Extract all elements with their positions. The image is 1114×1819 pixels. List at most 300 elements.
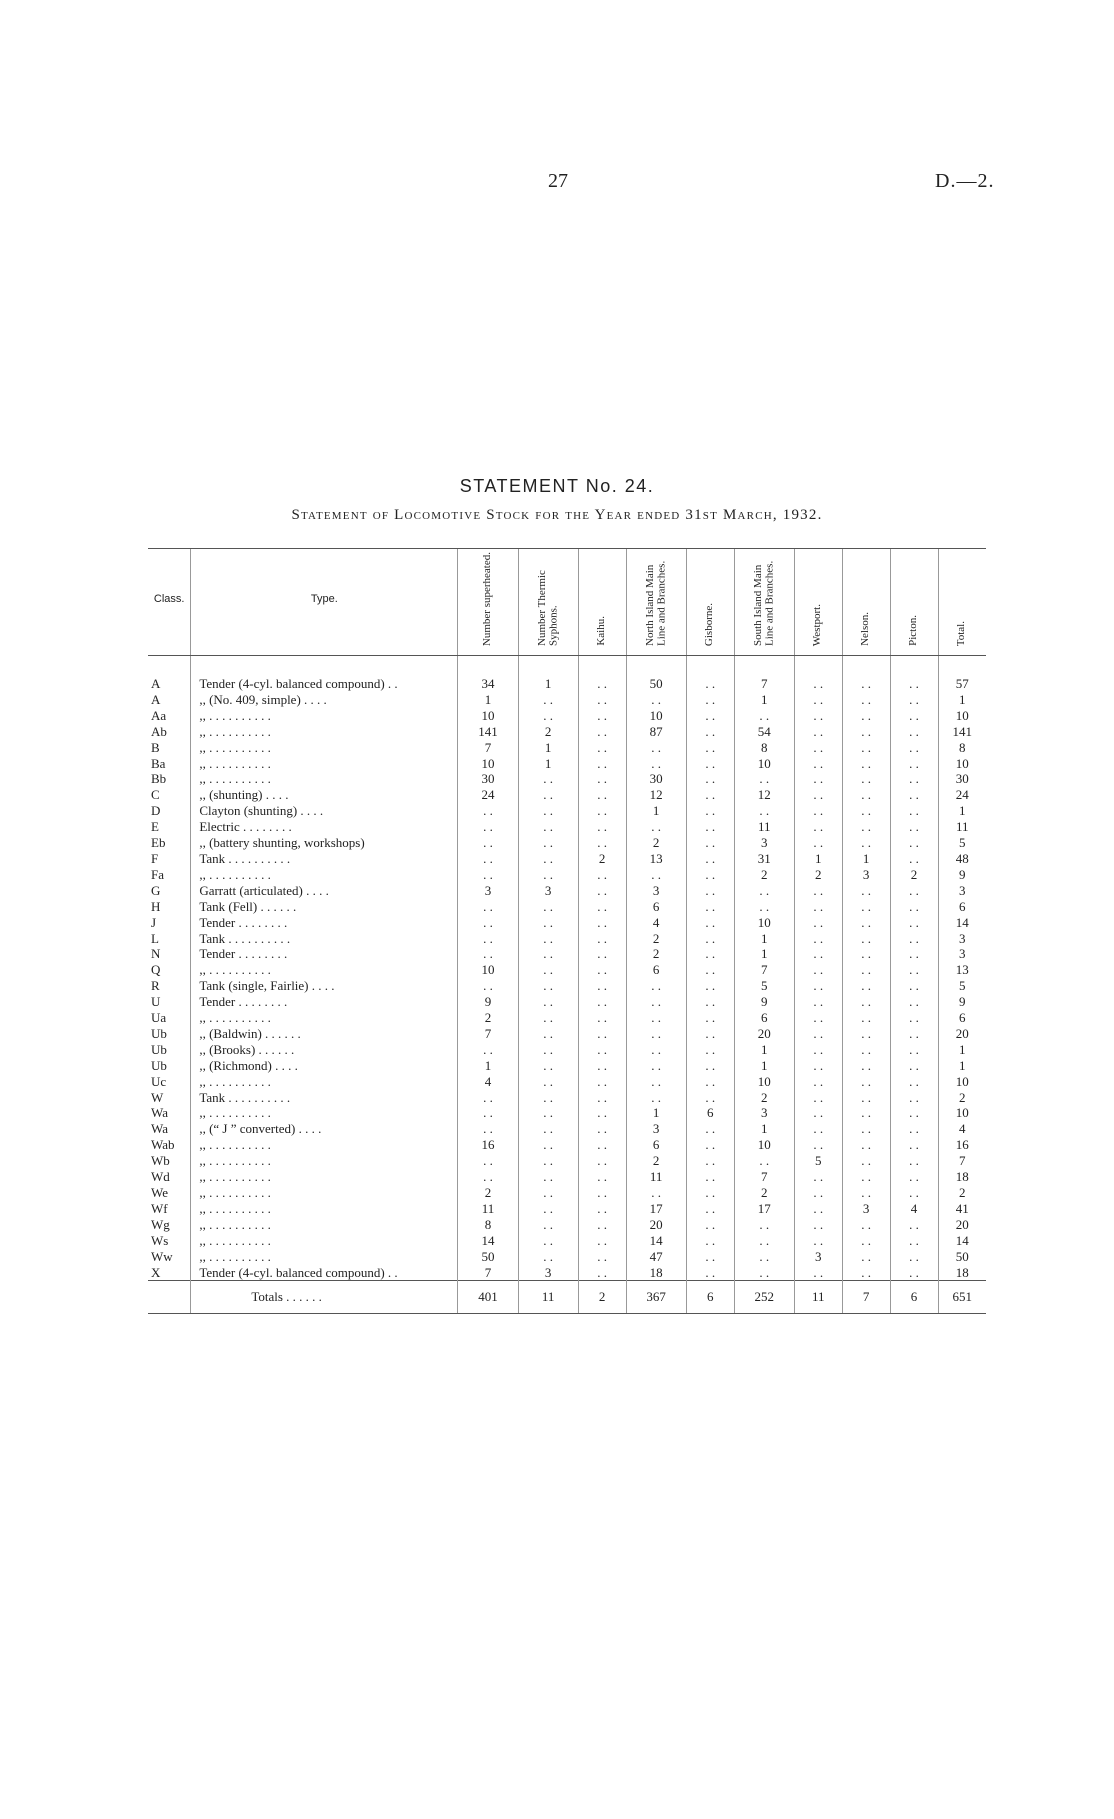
value-cell: . . xyxy=(518,1249,578,1265)
value-cell: . . xyxy=(578,656,626,692)
value-cell: . . xyxy=(686,867,734,883)
table-row xyxy=(148,803,986,819)
value-cell: . . xyxy=(458,851,518,867)
class-cell: Fa xyxy=(151,866,164,882)
value-cell: . . xyxy=(518,962,578,978)
value-cell: . . xyxy=(626,994,686,1010)
value-cell: . . xyxy=(458,899,518,915)
value-cell: . . xyxy=(686,1265,734,1281)
value-cell: . . xyxy=(518,1010,578,1026)
value-cell: . . xyxy=(518,994,578,1010)
value-cell: . . xyxy=(686,946,734,962)
class-cell: G xyxy=(151,882,161,898)
value-cell: . . xyxy=(842,1153,890,1169)
value-cell: 8 xyxy=(938,740,986,756)
class-cell: Uc xyxy=(151,1073,167,1089)
value-cell: . . xyxy=(578,1169,626,1185)
value-cell: . . xyxy=(842,835,890,851)
table-row xyxy=(148,819,986,835)
class-cell: Q xyxy=(151,962,161,978)
value-cell: . . xyxy=(518,1201,578,1217)
class-cell: Wd xyxy=(151,1169,170,1185)
value-cell: 24 xyxy=(938,787,986,803)
value-cell: . . xyxy=(842,724,890,740)
class-cell: F xyxy=(151,850,159,866)
value-cell: . . xyxy=(458,1105,518,1121)
value-cell: 41 xyxy=(938,1201,986,1217)
value-cell: . . xyxy=(890,724,938,740)
value-cell: 10 xyxy=(458,756,518,772)
type-cell: Tender . . . . . . . . xyxy=(191,994,458,1010)
value-cell: . . xyxy=(578,931,626,947)
type-cell: ,, . . . . . . . . . . xyxy=(191,1010,458,1026)
value-cell: 1 xyxy=(626,803,686,819)
value-cell: 3 xyxy=(518,883,578,899)
value-cell: 1 xyxy=(518,656,578,692)
value-cell: . . xyxy=(890,835,938,851)
column-header-kaihu xyxy=(578,549,626,656)
value-cell: 6 xyxy=(686,1281,734,1314)
value-cell: . . xyxy=(686,994,734,1010)
table-row xyxy=(148,931,986,947)
document-reference: D.—2. xyxy=(935,170,995,192)
value-cell: . . xyxy=(842,740,890,756)
table-row xyxy=(148,1217,986,1233)
class-cell: We xyxy=(151,1185,168,1200)
value-cell: . . xyxy=(518,1042,578,1058)
value-cell: 20 xyxy=(938,1026,986,1042)
class-cell: D xyxy=(151,803,161,819)
value-cell: . . xyxy=(458,803,518,819)
value-cell: . . xyxy=(890,931,938,947)
value-cell: . . xyxy=(578,692,626,708)
value-cell: . . xyxy=(842,1169,890,1185)
value-cell: . . xyxy=(578,946,626,962)
value-cell: . . xyxy=(842,1042,890,1058)
class-cell: Ub xyxy=(151,1057,167,1073)
value-cell: . . xyxy=(842,978,890,994)
value-cell: 18 xyxy=(938,1265,986,1281)
class-cell: X xyxy=(151,1264,161,1280)
value-cell: . . xyxy=(794,946,842,962)
value-cell: . . xyxy=(578,915,626,931)
value-cell: 10 xyxy=(938,756,986,772)
value-cell: . . xyxy=(794,883,842,899)
type-cell: ,, . . . . . . . . . . xyxy=(191,867,458,883)
value-cell: 3 xyxy=(518,1265,578,1281)
value-cell: . . xyxy=(686,883,734,899)
value-cell: . . xyxy=(578,835,626,851)
value-cell: 50 xyxy=(626,656,686,692)
value-cell: 48 xyxy=(938,851,986,867)
value-cell: 2 xyxy=(626,931,686,947)
value-cell: . . xyxy=(794,1137,842,1153)
type-cell: ,, . . . . . . . . . . xyxy=(191,740,458,756)
value-cell: . . xyxy=(518,931,578,947)
value-cell: 2 xyxy=(734,1185,794,1201)
table-row xyxy=(148,708,986,724)
value-cell: 2 xyxy=(458,1010,518,1026)
value-cell: 17 xyxy=(626,1201,686,1217)
value-cell: 3 xyxy=(938,931,986,947)
type-cell: Tender . . . . . . . . xyxy=(191,915,458,931)
value-cell: 31 xyxy=(734,851,794,867)
value-cell: . . xyxy=(518,915,578,931)
table-row xyxy=(148,962,986,978)
value-cell: 57 xyxy=(938,656,986,692)
value-cell: 10 xyxy=(938,1105,986,1121)
value-cell: . . xyxy=(794,1105,842,1121)
value-cell: 6 xyxy=(734,1010,794,1026)
value-cell: 1 xyxy=(458,1058,518,1074)
value-cell: 8 xyxy=(458,1217,518,1233)
value-cell: . . xyxy=(686,656,734,692)
value-cell: 18 xyxy=(938,1169,986,1185)
value-cell: . . xyxy=(734,1265,794,1281)
value-cell: 14 xyxy=(938,915,986,931)
value-cell: 7 xyxy=(734,962,794,978)
value-cell: 3 xyxy=(938,883,986,899)
column-header-type xyxy=(191,549,458,656)
value-cell: . . xyxy=(578,1185,626,1201)
column-header-nelson xyxy=(842,549,890,656)
type-cell: ,, (Richmond) . . . . xyxy=(191,1058,458,1074)
class-cell: Ww xyxy=(151,1248,173,1264)
value-cell: 3 xyxy=(734,835,794,851)
value-cell: . . xyxy=(794,740,842,756)
value-cell: . . xyxy=(890,819,938,835)
table-row xyxy=(148,994,986,1010)
value-cell: . . xyxy=(686,1153,734,1169)
value-cell: 10 xyxy=(734,1137,794,1153)
value-cell: 9 xyxy=(734,994,794,1010)
value-cell: . . xyxy=(518,1074,578,1090)
value-cell: . . xyxy=(842,756,890,772)
value-cell: 30 xyxy=(458,771,518,787)
value-cell: . . xyxy=(842,1074,890,1090)
value-cell: . . xyxy=(626,740,686,756)
type-cell: Tank (single, Fairlie) . . . . xyxy=(191,978,458,994)
value-cell: . . xyxy=(578,1042,626,1058)
value-cell: . . xyxy=(842,1217,890,1233)
value-cell: . . xyxy=(794,771,842,787)
value-cell: . . xyxy=(794,803,842,819)
value-cell: . . xyxy=(578,1217,626,1233)
value-cell: 1 xyxy=(626,1105,686,1121)
class-cell: Wb xyxy=(151,1153,170,1169)
value-cell: . . xyxy=(686,819,734,835)
value-cell: 6 xyxy=(686,1105,734,1121)
value-cell: . . xyxy=(890,803,938,819)
column-header-label: Picton. xyxy=(907,615,920,646)
value-cell: 7 xyxy=(734,1169,794,1185)
value-cell: 3 xyxy=(938,946,986,962)
type-cell: Tank . . . . . . . . . . xyxy=(191,851,458,867)
value-cell: . . xyxy=(578,1137,626,1153)
value-cell: . . xyxy=(686,1233,734,1249)
value-cell: . . xyxy=(794,899,842,915)
value-cell: . . xyxy=(890,756,938,772)
value-cell: 11 xyxy=(518,1281,578,1314)
value-cell: 10 xyxy=(734,915,794,931)
value-cell: 5 xyxy=(734,978,794,994)
value-cell: . . xyxy=(794,1201,842,1217)
value-cell: . . xyxy=(890,962,938,978)
table-row xyxy=(148,1249,986,1265)
value-cell: 7 xyxy=(458,1265,518,1281)
value-cell: . . xyxy=(842,656,890,692)
class-cell: Eb xyxy=(151,835,166,851)
value-cell: 14 xyxy=(938,1233,986,1249)
value-cell: 16 xyxy=(458,1137,518,1153)
value-cell: 20 xyxy=(734,1026,794,1042)
value-cell: . . xyxy=(794,1169,842,1185)
table-row xyxy=(148,1121,986,1137)
value-cell: . . xyxy=(842,946,890,962)
value-cell: . . xyxy=(794,931,842,947)
table-row xyxy=(148,1185,986,1201)
type-cell: ,, . . . . . . . . . . xyxy=(191,756,458,772)
value-cell: . . xyxy=(890,994,938,1010)
value-cell: . . xyxy=(842,931,890,947)
value-cell: . . xyxy=(686,1121,734,1137)
class-cell: N xyxy=(151,946,161,962)
value-cell: 1 xyxy=(734,1058,794,1074)
type-cell: ,, (No. 409, simple) . . . . xyxy=(191,692,458,708)
value-cell: . . xyxy=(626,819,686,835)
type-cell: ,, . . . . . . . . . . xyxy=(191,1233,458,1249)
value-cell: 1 xyxy=(842,851,890,867)
value-cell: . . xyxy=(626,978,686,994)
column-header-picton xyxy=(890,549,938,656)
value-cell: . . xyxy=(842,1265,890,1281)
value-cell: . . xyxy=(686,787,734,803)
value-cell: 18 xyxy=(626,1265,686,1281)
type-cell: Tender (4-cyl. balanced compound) . . xyxy=(191,656,458,692)
value-cell: . . xyxy=(686,692,734,708)
value-cell: . . xyxy=(842,883,890,899)
value-cell: . . xyxy=(578,756,626,772)
value-cell: . . xyxy=(578,1105,626,1121)
value-cell: 1 xyxy=(734,1121,794,1137)
value-cell: . . xyxy=(890,771,938,787)
value-cell: . . xyxy=(734,1217,794,1233)
value-cell: 3 xyxy=(458,883,518,899)
value-cell: . . xyxy=(626,867,686,883)
value-cell: 141 xyxy=(458,724,518,740)
value-cell: . . xyxy=(794,1090,842,1106)
type-cell: ,, . . . . . . . . . . xyxy=(191,1137,458,1153)
value-cell: . . xyxy=(686,708,734,724)
type-cell: Tender . . . . . . . . xyxy=(191,946,458,962)
value-cell: . . xyxy=(578,787,626,803)
type-cell: Tank . . . . . . . . . . xyxy=(191,931,458,947)
value-cell: 401 xyxy=(458,1281,518,1314)
value-cell: . . xyxy=(626,1074,686,1090)
value-cell: 1 xyxy=(938,803,986,819)
class-cell: Wa xyxy=(151,1121,168,1137)
value-cell: 7 xyxy=(734,656,794,692)
value-cell: 3 xyxy=(842,1201,890,1217)
value-cell: 2 xyxy=(734,1090,794,1106)
value-cell: . . xyxy=(842,1026,890,1042)
value-cell: . . xyxy=(794,1042,842,1058)
value-cell: . . xyxy=(626,1185,686,1201)
value-cell: . . xyxy=(890,1169,938,1185)
class-cell: Ub xyxy=(151,1041,167,1057)
class-cell: H xyxy=(151,898,161,914)
value-cell: 11 xyxy=(938,819,986,835)
value-cell: 11 xyxy=(734,819,794,835)
value-cell: . . xyxy=(578,803,626,819)
value-cell: . . xyxy=(842,1010,890,1026)
value-cell: 10 xyxy=(734,1074,794,1090)
value-cell: . . xyxy=(734,883,794,899)
table-row xyxy=(148,1042,986,1058)
table-row xyxy=(148,851,986,867)
value-cell: . . xyxy=(890,692,938,708)
value-cell: 20 xyxy=(938,1217,986,1233)
column-header-label: Type. xyxy=(310,593,338,605)
table-row xyxy=(148,724,986,740)
value-cell: . . xyxy=(842,1105,890,1121)
value-cell: . . xyxy=(794,692,842,708)
value-cell: . . xyxy=(578,1201,626,1217)
value-cell: . . xyxy=(842,899,890,915)
value-cell: . . xyxy=(734,803,794,819)
value-cell: . . xyxy=(794,724,842,740)
value-cell: . . xyxy=(686,1169,734,1185)
value-cell: . . xyxy=(458,1121,518,1137)
value-cell: 1 xyxy=(938,692,986,708)
type-cell: Tank . . . . . . . . . . xyxy=(191,1090,458,1106)
value-cell: 1 xyxy=(458,692,518,708)
value-cell: 6 xyxy=(890,1281,938,1314)
column-header-north-island xyxy=(626,549,686,656)
class-cell: Ws xyxy=(151,1232,169,1248)
table-row xyxy=(148,1265,986,1281)
value-cell: . . xyxy=(686,1249,734,1265)
value-cell: . . xyxy=(842,962,890,978)
value-cell: . . xyxy=(518,851,578,867)
value-cell: 1 xyxy=(734,946,794,962)
class-cell xyxy=(148,1281,191,1314)
value-cell: . . xyxy=(686,1201,734,1217)
value-cell: . . xyxy=(518,1169,578,1185)
class-cell: Aa xyxy=(151,707,167,723)
value-cell: 10 xyxy=(458,708,518,724)
table-row xyxy=(148,1201,986,1217)
value-cell: . . xyxy=(794,1121,842,1137)
value-cell: . . xyxy=(626,692,686,708)
value-cell: . . xyxy=(578,1121,626,1137)
value-cell: . . xyxy=(842,1249,890,1265)
type-cell: ,, (“ J ” converted) . . . . xyxy=(191,1121,458,1137)
value-cell: . . xyxy=(686,724,734,740)
table-row xyxy=(148,835,986,851)
value-cell: . . xyxy=(518,1185,578,1201)
value-cell: . . xyxy=(458,1090,518,1106)
value-cell: . . xyxy=(518,899,578,915)
type-cell: ,, . . . . . . . . . . xyxy=(191,962,458,978)
value-cell: . . xyxy=(518,787,578,803)
value-cell: . . xyxy=(794,1233,842,1249)
value-cell: . . xyxy=(890,883,938,899)
class-cell: B xyxy=(151,739,160,755)
value-cell: 1 xyxy=(938,1042,986,1058)
value-cell: 6 xyxy=(938,1010,986,1026)
class-cell: Wg xyxy=(151,1216,170,1232)
value-cell: 12 xyxy=(734,787,794,803)
value-cell: 14 xyxy=(626,1233,686,1249)
value-cell: . . xyxy=(458,1042,518,1058)
value-cell: . . xyxy=(890,1121,938,1137)
value-cell: 10 xyxy=(734,756,794,772)
value-cell: . . xyxy=(794,1026,842,1042)
value-cell: 13 xyxy=(626,851,686,867)
value-cell: 5 xyxy=(794,1153,842,1169)
value-cell: . . xyxy=(578,962,626,978)
value-cell: 7 xyxy=(458,740,518,756)
value-cell: . . xyxy=(734,1233,794,1249)
value-cell: . . xyxy=(890,1010,938,1026)
value-cell: 3 xyxy=(842,867,890,883)
value-cell: 4 xyxy=(458,1074,518,1090)
value-cell: . . xyxy=(842,692,890,708)
value-cell: 87 xyxy=(626,724,686,740)
value-cell: . . xyxy=(686,915,734,931)
value-cell: 13 xyxy=(938,962,986,978)
value-cell: 5 xyxy=(938,978,986,994)
value-cell: . . xyxy=(578,994,626,1010)
value-cell: . . xyxy=(686,771,734,787)
value-cell: 6 xyxy=(626,1137,686,1153)
value-cell: 4 xyxy=(938,1121,986,1137)
value-cell: . . xyxy=(578,883,626,899)
type-cell: ,, . . . . . . . . . . xyxy=(191,1153,458,1169)
column-header-label: Number superheated. xyxy=(481,551,494,646)
value-cell: . . xyxy=(458,1169,518,1185)
type-cell: ,, (Brooks) . . . . . . xyxy=(191,1042,458,1058)
column-header-class xyxy=(148,549,191,656)
value-cell: . . xyxy=(890,1137,938,1153)
class-cell: U xyxy=(151,994,161,1010)
value-cell: 50 xyxy=(458,1249,518,1265)
value-cell: . . xyxy=(626,1026,686,1042)
value-cell: 4 xyxy=(890,1201,938,1217)
type-cell: Clayton (shunting) . . . . xyxy=(191,803,458,819)
type-cell: Tank (Fell) . . . . . . xyxy=(191,899,458,915)
table-row xyxy=(148,946,986,962)
type-cell: ,, . . . . . . . . . . xyxy=(191,1217,458,1233)
table-row xyxy=(148,1137,986,1153)
value-cell: . . xyxy=(518,946,578,962)
value-cell: . . xyxy=(686,978,734,994)
value-cell: . . xyxy=(578,1074,626,1090)
value-cell: . . xyxy=(578,1058,626,1074)
table-row xyxy=(148,883,986,899)
value-cell: . . xyxy=(578,1153,626,1169)
value-cell: . . xyxy=(890,1042,938,1058)
value-cell: . . xyxy=(842,708,890,724)
value-cell: 10 xyxy=(458,962,518,978)
type-cell: Totals . . . . . . xyxy=(191,1281,458,1314)
table-row xyxy=(148,1010,986,1026)
value-cell: 11 xyxy=(626,1169,686,1185)
type-cell: ,, . . . . . . . . . . xyxy=(191,1201,458,1217)
value-cell: 9 xyxy=(938,994,986,1010)
value-cell: . . xyxy=(734,1249,794,1265)
